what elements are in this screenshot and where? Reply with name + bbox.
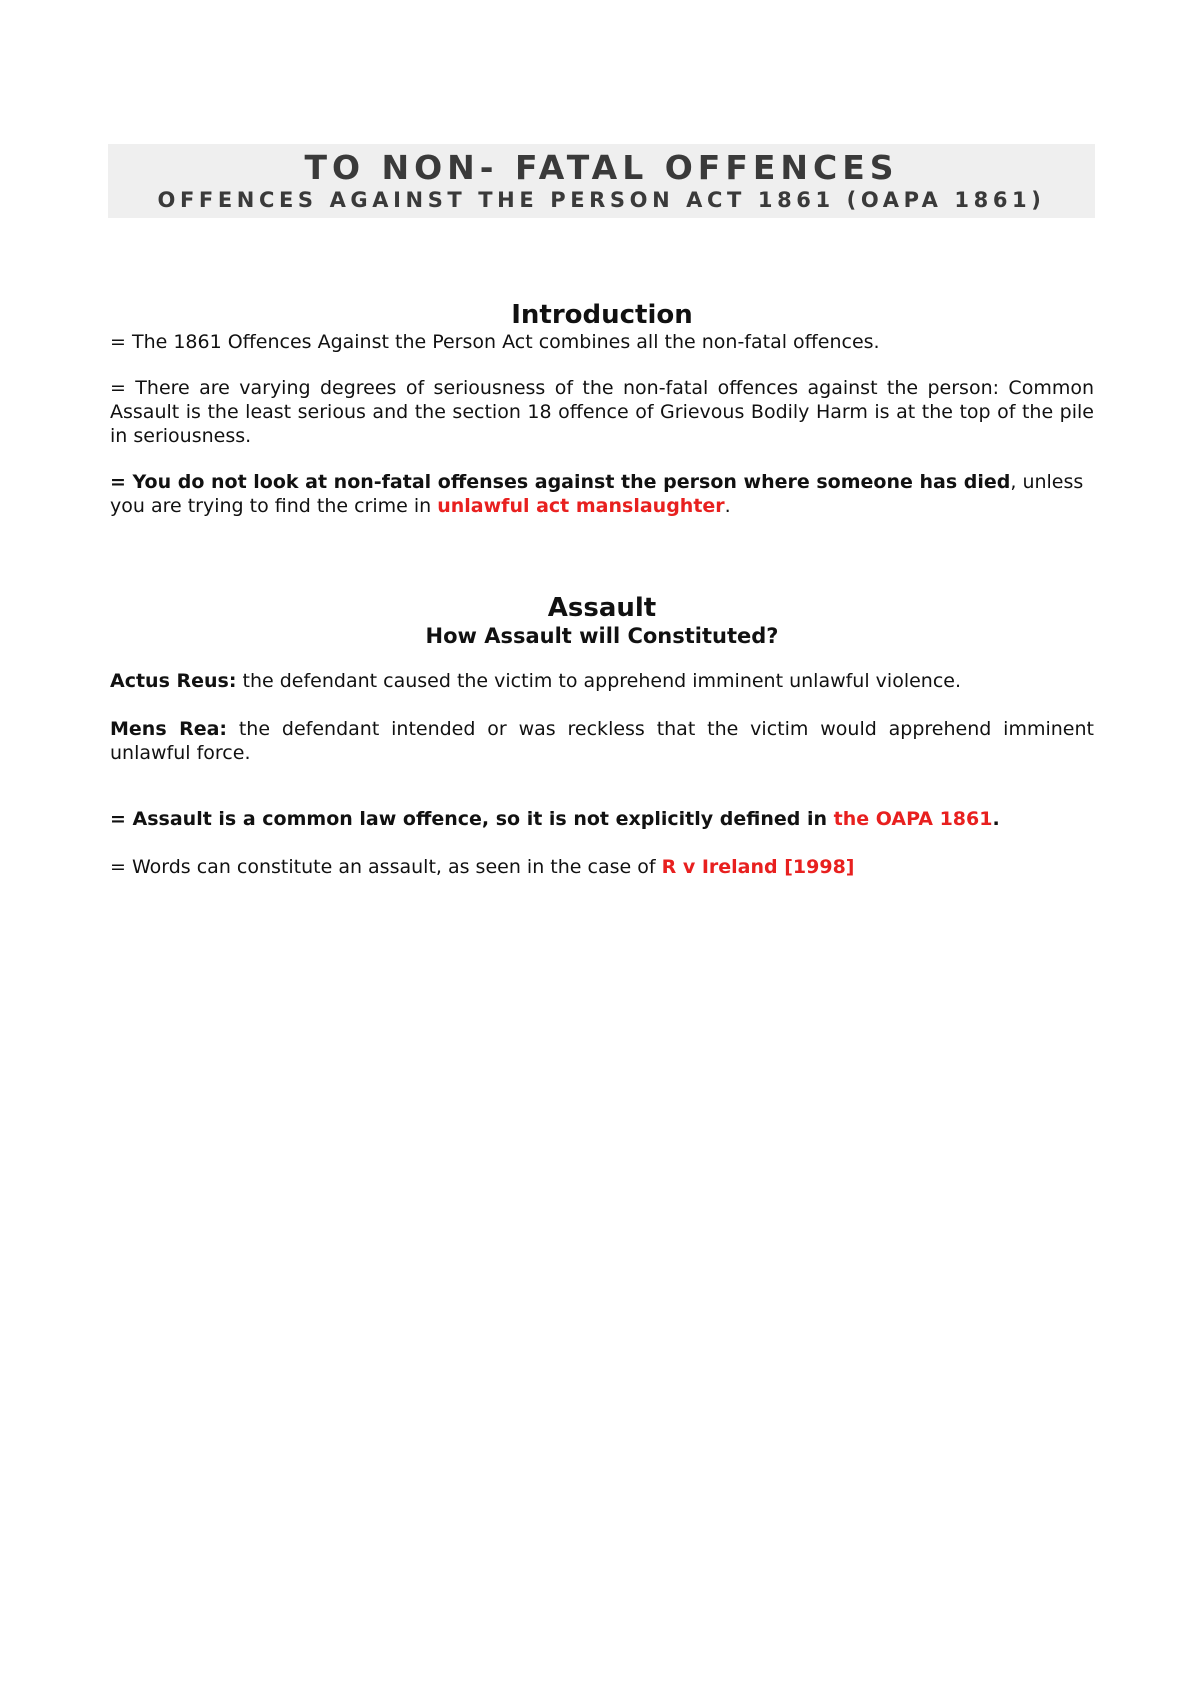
assault-p3-bold: = Assault is a common law offence, so it is not explicitly defined in — [110, 808, 834, 830]
assault-p3-end: . — [992, 808, 1000, 830]
mens-rea-label: Mens Rea: — [110, 718, 227, 740]
intro-p3-highlight: unlawful act manslaughter — [437, 495, 725, 517]
assault-subheading: How Assault will Constituted? — [425, 624, 779, 648]
actus-reus-paragraph — [110, 669, 1094, 693]
intro-p3-rest: , unless you are trying to find the crime in — [110, 471, 1084, 517]
introduction-paragraph-2: = There are varying degrees of seriousness of the non-fatal offences against the person: Common Assault is the least serious and the section 18 offence of Grievous Bodily Harm is at the top of the pile in seriousness. — [110, 377, 1094, 447]
title-band — [108, 144, 1095, 218]
mens-rea-paragraph — [110, 717, 1094, 765]
assault-p4-case: R v Ireland [1998] — [661, 856, 855, 878]
actus-reus-label: Actus Reus: — [110, 670, 237, 692]
introduction-section — [110, 300, 1094, 518]
assault-paragraph-3 — [110, 807, 1094, 831]
mens-rea-text: the defendant intended or was reckless that the victim would apprehend imminent unlawful force. — [110, 718, 1094, 764]
assault-p4-text: = Words can constitute an assault, as seen in the case of — [110, 856, 662, 878]
introduction-heading: Introduction — [511, 300, 693, 330]
actus-reus-text: the defendant caused the victim to apprehend imminent unlawful violence. — [236, 670, 962, 692]
assault-p3-highlight: the OAPA 1861 — [833, 808, 993, 830]
intro-p3-bold: = You do not look at non-fatal offenses against the person where someone has died — [110, 471, 1011, 493]
intro-p3-end: . — [724, 495, 731, 517]
document-subtitle: OFFENCES AGAINST THE PERSON ACT 1861 (OAPA 1861) — [157, 188, 1046, 212]
assault-section — [110, 593, 1094, 879]
document-title: TO NON- FATAL OFFENCES — [304, 148, 899, 187]
assault-heading: Assault — [547, 593, 657, 623]
introduction-paragraph-1: = The 1861 Offences Against the Person Act combines all the non-fatal offences. — [110, 331, 880, 353]
assault-paragraph-4 — [110, 855, 1094, 879]
introduction-paragraph-3 — [110, 470, 1094, 518]
